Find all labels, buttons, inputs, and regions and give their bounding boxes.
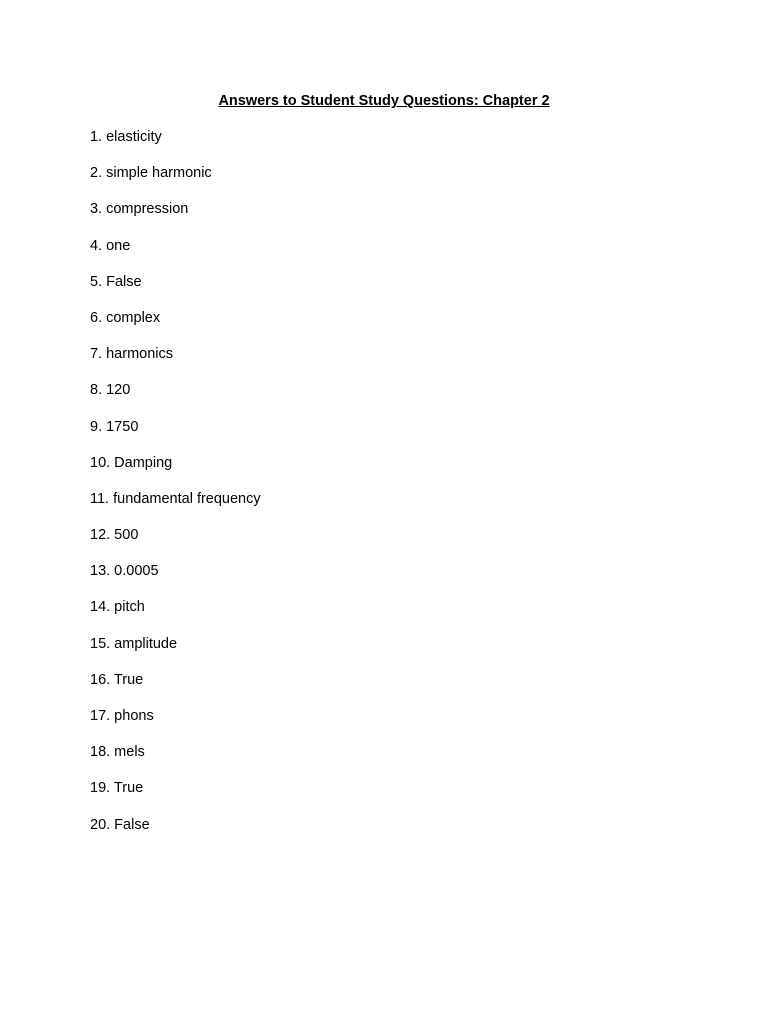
answer-item: 8. 120 (90, 382, 131, 399)
document-title: Answers to Student Study Questions: Chapter 2 (218, 93, 550, 109)
answer-item: 16. True (90, 671, 144, 688)
answer-item: 12. 500 (90, 527, 139, 544)
answer-item: 9. 1750 (90, 418, 139, 435)
answer-list (90, 128, 261, 852)
answer-item: 3. compression (90, 201, 189, 218)
answer-item: 5. False (90, 273, 142, 290)
answer-item: 10. Damping (90, 454, 173, 471)
answer-item: 6. complex (90, 309, 161, 326)
answer-item: 20. False (90, 816, 150, 833)
answer-item: 19. True (90, 780, 144, 797)
answer-item: 18. mels (90, 744, 145, 761)
answer-item: 2. simple harmonic (90, 165, 212, 182)
answer-item: 13. 0.0005 (90, 563, 159, 580)
answer-item: 1. elasticity (90, 129, 162, 145)
answer-item: 7. harmonics (90, 346, 174, 363)
answer-item: 17. phons (90, 708, 154, 724)
answer-item: 15. amplitude (90, 635, 178, 652)
answer-item: 14. pitch (90, 599, 145, 616)
answer-item: 11. fundamental frequency (90, 490, 261, 507)
answer-item: 4. one (90, 237, 131, 254)
